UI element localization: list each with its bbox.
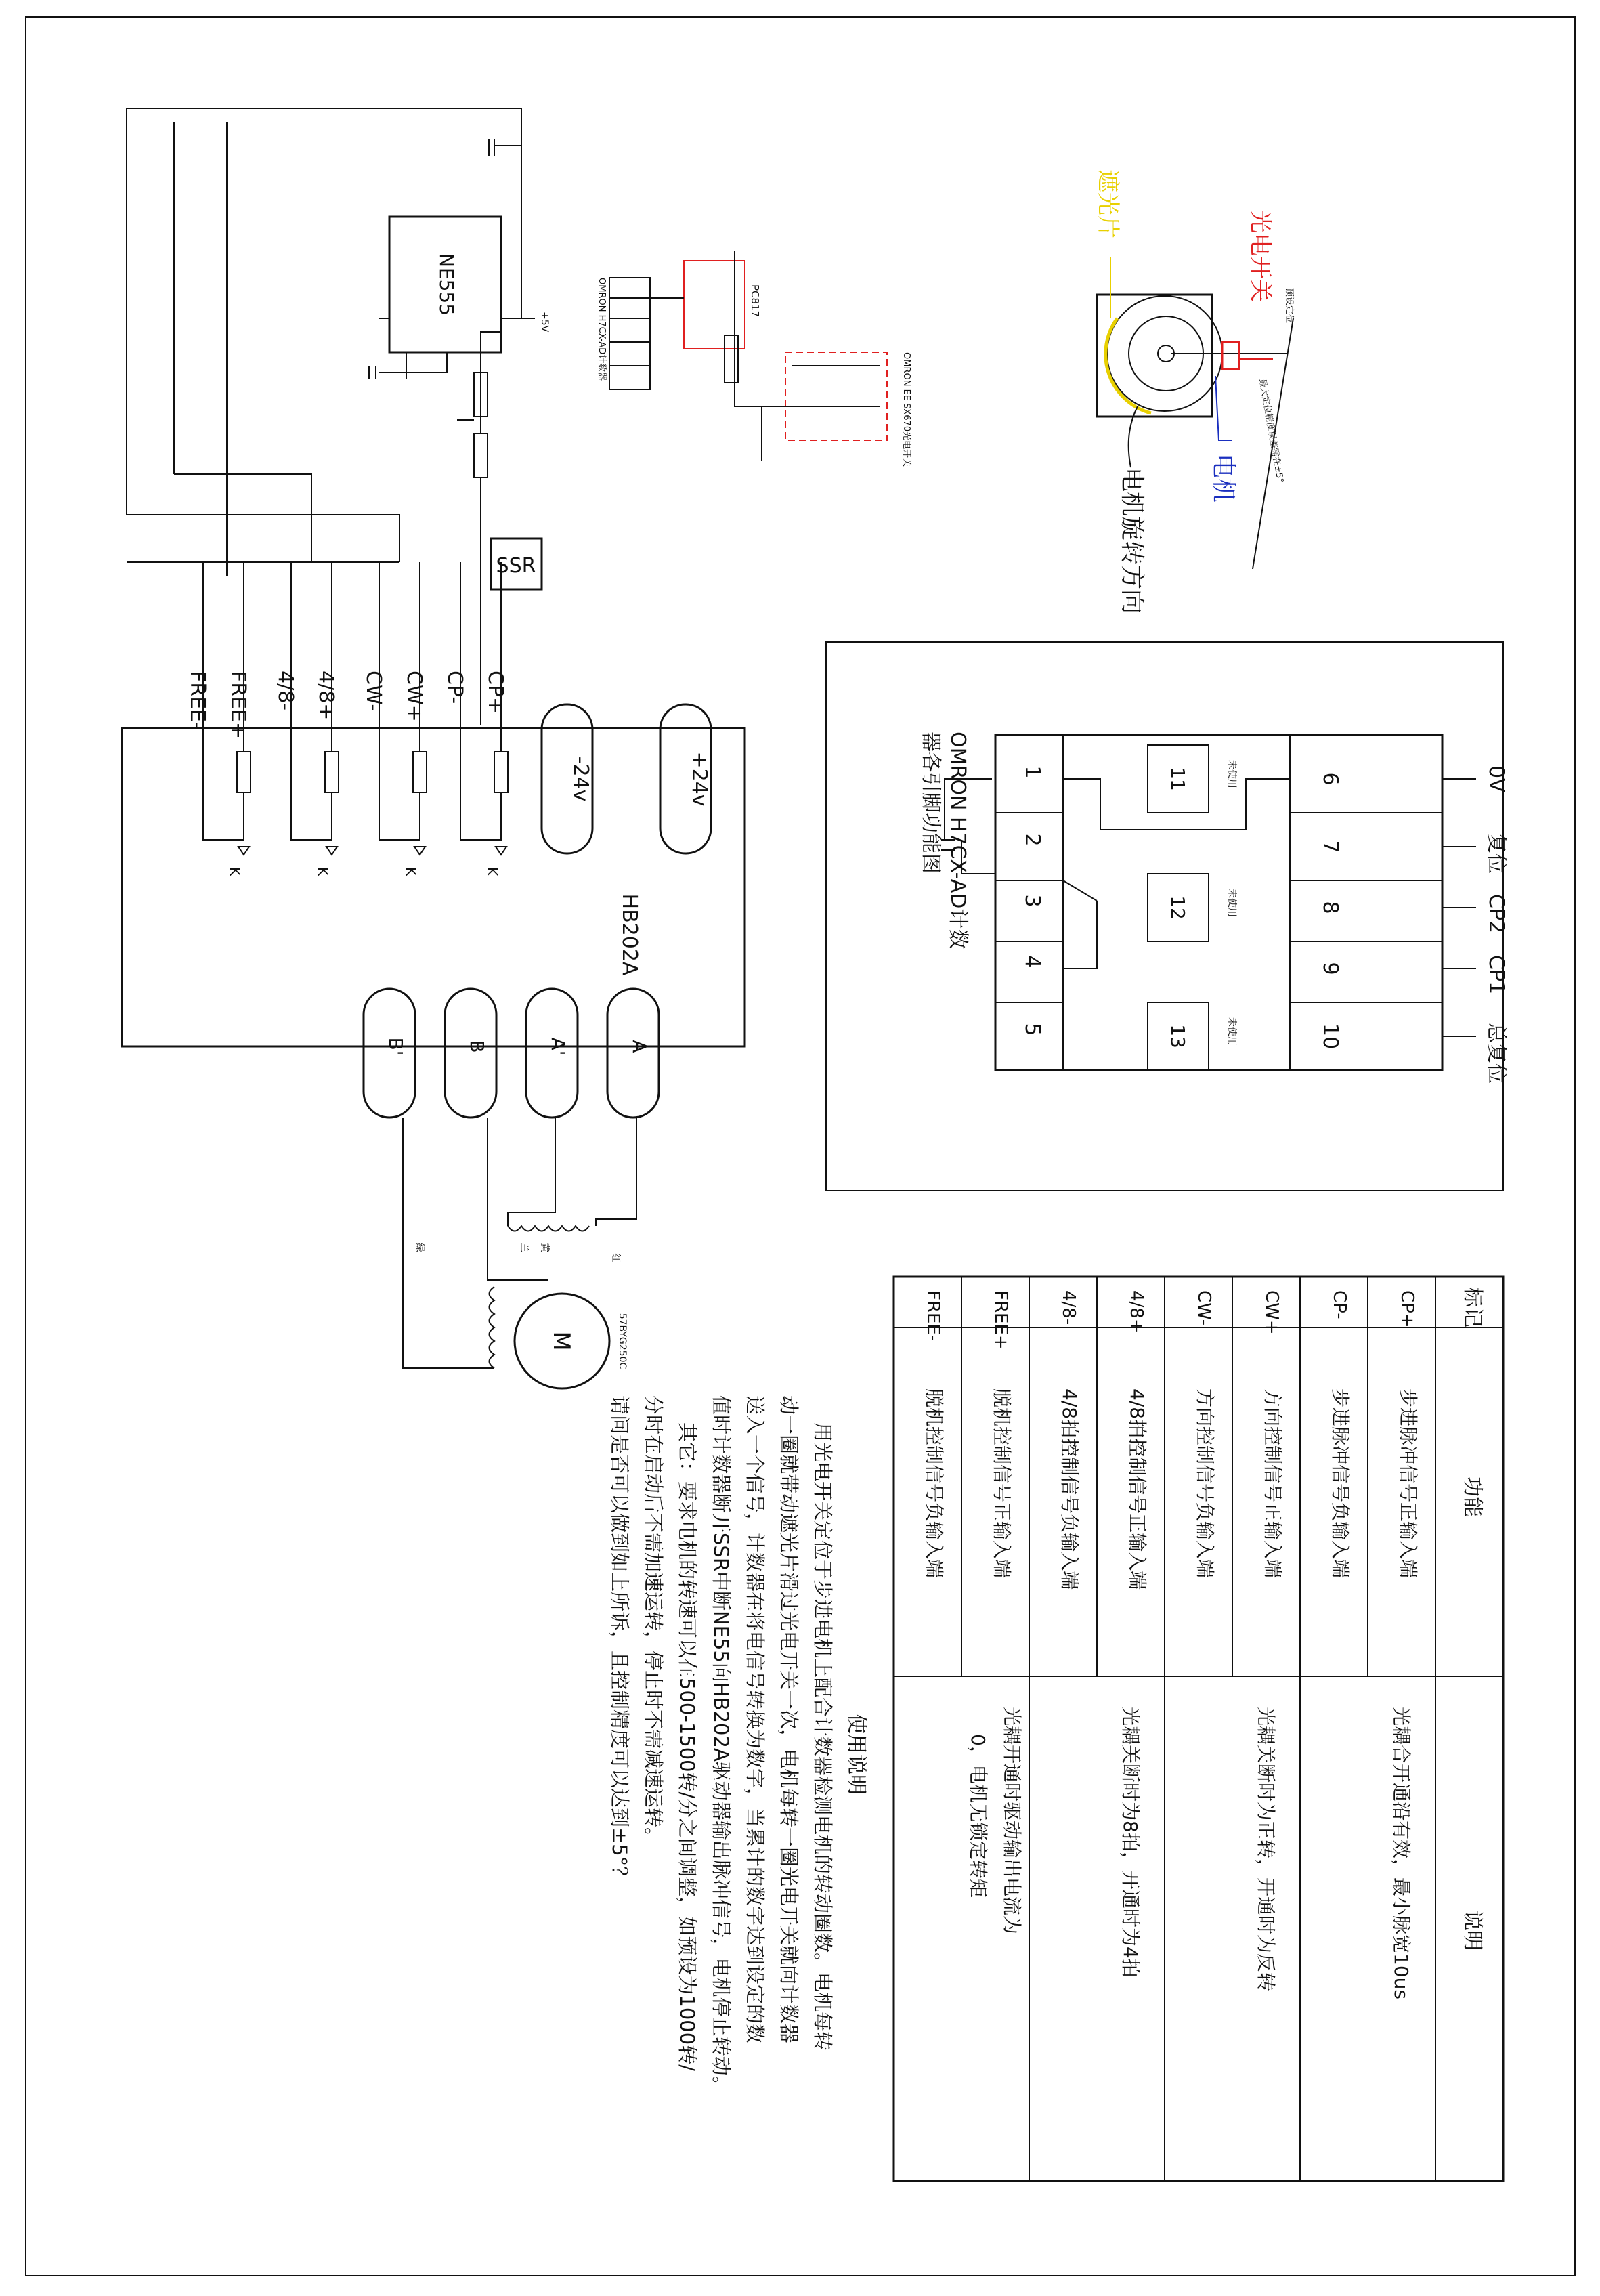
- ssr-label: SSR: [496, 554, 536, 578]
- pin-mid: 13: [1167, 1024, 1189, 1048]
- mechanical-sketch: [1094, 169, 1294, 614]
- pin-right: 10: [1318, 1023, 1342, 1050]
- table-header: 标记: [1461, 1287, 1484, 1327]
- table-function: 脱机控制信号正输入端: [991, 1388, 1013, 1579]
- table-note: 光耦合开通沿有效，最小脉宽10us: [1390, 1707, 1412, 1999]
- usage-line: 分时在启动后不需加速运转，停止时不需减速运转。: [642, 1395, 665, 1848]
- table-function: 方向控制信号正输入端: [1261, 1388, 1284, 1579]
- table-function: 4/8拍控制信号正输入端: [1126, 1388, 1148, 1590]
- input-label: FREE-: [186, 671, 209, 729]
- motor-label: M: [548, 1331, 575, 1351]
- pin-left: 2: [1020, 833, 1044, 847]
- input-resistor: [413, 752, 427, 792]
- led-mark: K: [227, 867, 243, 876]
- table-function: 脱机控制信号负输入端: [923, 1388, 945, 1579]
- table-header: 功能: [1461, 1476, 1484, 1517]
- pin-mid: 11: [1167, 767, 1189, 791]
- usage-title: 使用说明: [844, 1714, 868, 1795]
- pin-function: CP2: [1484, 894, 1508, 934]
- counter-pin-box: [826, 642, 1508, 1191]
- unused-label: 未使用: [1226, 1017, 1237, 1046]
- usage-line: 动一圈就带动遮光片滑过光电开关一次，电机每转一圈光电开关就向计数器: [777, 1395, 800, 2044]
- table-mark: FREE+: [991, 1290, 1011, 1350]
- pin-left: 1: [1020, 765, 1044, 779]
- sensor-note: OMRON EE SX670光电开关: [901, 352, 911, 467]
- supply-neg: -24v: [569, 756, 592, 802]
- table-function: 步进脉冲信号负输入端: [1329, 1388, 1352, 1579]
- input-label: CW-: [362, 671, 385, 712]
- usage-line: 送入一个信号，计数器在将电信号转换为数字，当累计的数字达到设定的数: [743, 1395, 766, 2044]
- usage-line: 值时计数器断开SSR中断NE55向HB202A驱动器输出脉冲信号，电机停止转动。: [710, 1395, 733, 2096]
- table-mark: CP+: [1397, 1290, 1417, 1328]
- output-label: B: [466, 1040, 488, 1053]
- input-resistor: [237, 752, 251, 792]
- pin-right: 8: [1318, 901, 1342, 914]
- table-note: 光耦关断时为正转，开通时为反转: [1255, 1707, 1277, 1992]
- pin-right: 9: [1318, 962, 1342, 975]
- counter-title-1: OMRON H7CX-AD计数: [946, 731, 970, 950]
- table-note: 光耦开通时驱动输出电流为: [1001, 1707, 1023, 1935]
- table-mark: CW+: [1261, 1290, 1282, 1335]
- led-icon: [414, 847, 425, 855]
- output-label: B': [385, 1037, 407, 1056]
- output-pill: [445, 989, 496, 1118]
- supply-pos: +24v: [687, 751, 711, 807]
- usage-line: 其它：要求电机的转速可以在500-1500转/分之间调整，如预设为1000转/: [676, 1422, 699, 2071]
- motor-model: 57BYG250C: [617, 1313, 628, 1369]
- input-label: 4/8-: [274, 671, 297, 711]
- led-mark: K: [484, 867, 500, 876]
- pin-function: 复位: [1484, 833, 1508, 874]
- output-label: A': [547, 1037, 569, 1056]
- input-resistor: [494, 752, 508, 792]
- rotation-label: 电机旋转方向: [1118, 467, 1146, 614]
- led-mark: K: [315, 867, 331, 876]
- pin-left: 4: [1020, 955, 1044, 969]
- signal-table: [894, 1277, 1503, 2181]
- input-label: CP+: [483, 671, 507, 715]
- wire-color-1: 红: [610, 1253, 621, 1262]
- usage-notes: [608, 1395, 868, 2096]
- pin-left: 5: [1020, 1023, 1044, 1036]
- vcc-note: +5V: [539, 312, 550, 333]
- pin-right: 7: [1318, 840, 1342, 853]
- motor-label-mech: 电机: [1209, 454, 1237, 503]
- pin-mid: 12: [1167, 895, 1189, 920]
- opto-label: PC817: [749, 284, 761, 318]
- wire-color-4: 绿: [414, 1243, 425, 1252]
- wire-color-3: 兰: [519, 1243, 529, 1252]
- wire-color-2: 黄: [539, 1243, 550, 1252]
- table-mark: CP-: [1329, 1290, 1349, 1319]
- table-function: 方向控制信号负输入端: [1194, 1388, 1216, 1579]
- led-icon: [326, 847, 337, 855]
- schematic: [122, 108, 912, 1388]
- timer-chip-label: NE555: [435, 253, 458, 316]
- pin-function: 总复位: [1484, 1023, 1508, 1084]
- table-mark: FREE-: [923, 1290, 943, 1342]
- table-mark: 4/8-: [1058, 1290, 1079, 1325]
- driver-label: HB202A: [618, 893, 641, 976]
- counter-title-2: 器各引脚功能图: [919, 731, 943, 874]
- table-header: 说明: [1461, 1910, 1484, 1951]
- table-mark: CW-: [1194, 1290, 1214, 1326]
- stop-label: 预设定位: [1284, 288, 1294, 324]
- shutter-label: 遮光片: [1094, 169, 1121, 238]
- precision-note: 最大定位精度误差需在±5°: [1257, 378, 1285, 484]
- usage-line: 请问是否可以做到如上所诉，且控制精度可以达到±5°？: [608, 1395, 631, 1886]
- table-mark: 4/8+: [1126, 1290, 1146, 1334]
- pin-left: 3: [1020, 894, 1044, 908]
- input-label: 4/8+: [314, 671, 338, 721]
- photo-switch-label: 光电开关: [1247, 210, 1274, 302]
- input-resistor: [325, 752, 339, 792]
- table-function: 4/8拍控制信号负输入端: [1058, 1388, 1081, 1590]
- unused-label: 未使用: [1226, 760, 1237, 788]
- pin-function: 0V: [1484, 765, 1508, 792]
- table-function: 步进脉冲信号正输入端: [1397, 1388, 1419, 1579]
- led-mark: K: [403, 867, 419, 876]
- counter-note: OMRON H7CX-AD计数器: [597, 278, 607, 381]
- led-icon: [496, 847, 506, 855]
- led-icon: [238, 847, 249, 855]
- pin-function: CP1: [1484, 955, 1508, 995]
- output-label: A: [628, 1040, 651, 1053]
- input-label: FREE+: [226, 671, 250, 740]
- output-pill: [607, 989, 659, 1118]
- usage-line: 用光电开关定位于步进电机上配合计数器检测电机的转动圈数。电机每转: [811, 1422, 834, 2051]
- input-label: CP-: [443, 671, 467, 704]
- input-label: CW+: [402, 671, 426, 722]
- table-note: 光耦关断时为8拍，开通时为4拍: [1119, 1707, 1142, 1978]
- pin-right: 6: [1318, 772, 1342, 786]
- table-note: 0，电机无锁定转矩: [967, 1734, 989, 1898]
- unused-label: 未使用: [1226, 889, 1237, 917]
